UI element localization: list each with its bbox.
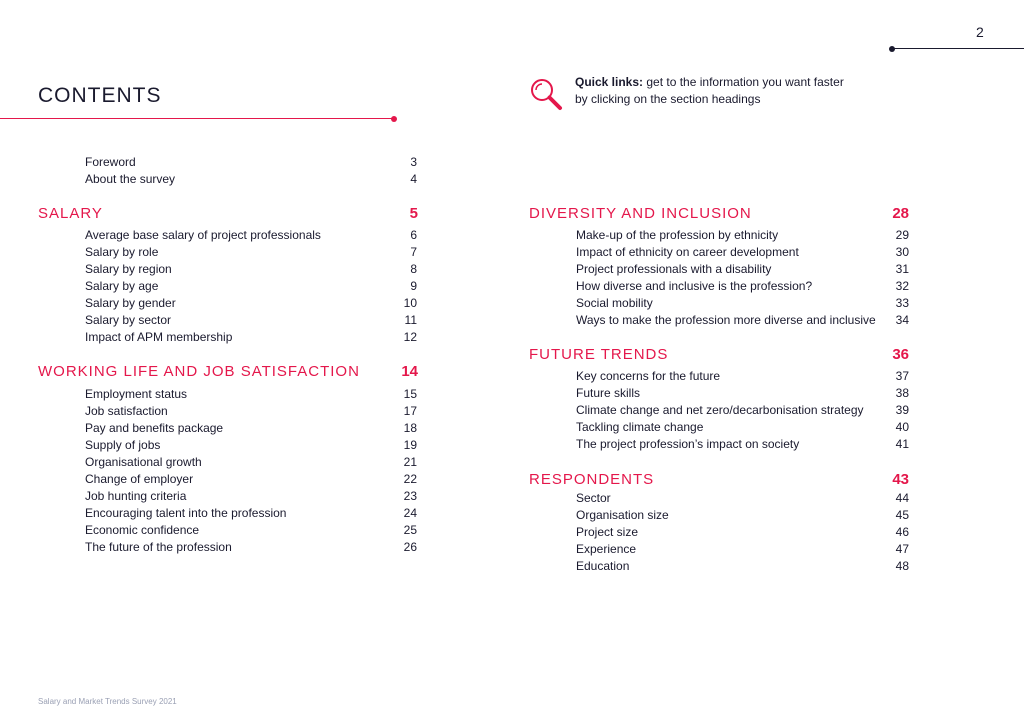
toc-page: 39 (895, 403, 909, 417)
toc-page: 24 (403, 506, 417, 520)
toc-label: Make-up of the profession by ethnicity (576, 228, 779, 242)
toc-page: 9 (410, 279, 417, 293)
toc-page: 11 (404, 313, 417, 327)
toc-label: Social mobility (576, 296, 653, 310)
toc-label: How diverse and inclusive is the profession? (576, 279, 813, 293)
toc-link[interactable] (576, 312, 909, 329)
toc-label: Ways to make the profession more diverse and inclusive (576, 313, 876, 327)
toc-link[interactable] (576, 295, 909, 312)
toc-page: 21 (403, 455, 417, 469)
toc-link[interactable] (576, 436, 909, 453)
toc-link[interactable] (85, 312, 417, 329)
toc-page: 30 (895, 245, 909, 259)
section-heading-respondents[interactable] (529, 470, 909, 490)
toc-label: Education (576, 559, 630, 573)
toc-link[interactable] (576, 507, 909, 524)
quick-links-description: get to the information you want faster by clicking on the section headings (575, 75, 844, 106)
toc-link[interactable] (85, 471, 417, 488)
toc-page: 34 (895, 313, 909, 327)
toc-label: Experience (576, 542, 637, 556)
toc-link[interactable] (85, 403, 417, 420)
toc-page: 29 (895, 228, 909, 242)
toc-page: 26 (403, 540, 417, 554)
top-rule (892, 48, 1024, 49)
toc-link[interactable] (576, 244, 909, 261)
toc-link[interactable] (85, 329, 417, 346)
toc-label: Encouraging talent into the profession (85, 506, 287, 520)
toc-page: 44 (895, 491, 909, 505)
toc-link-about-the-survey[interactable] (85, 171, 417, 188)
section-page: 28 (892, 205, 909, 222)
toc-link[interactable] (85, 488, 417, 505)
toc-page: 22 (403, 472, 417, 486)
toc-label: Project size (576, 525, 639, 539)
section-title: WORKING LIFE AND JOB SATISFACTION (38, 363, 360, 380)
toc-link[interactable] (85, 227, 417, 244)
toc-link[interactable] (576, 278, 909, 295)
quick-links-text (575, 74, 855, 108)
quick-links-callout (528, 72, 848, 116)
section-title: FUTURE TRENDS (529, 346, 669, 363)
toc-page: 32 (895, 279, 909, 293)
toc-label: The future of the profession (85, 540, 232, 554)
toc-label: The project profession’s impact on society (576, 437, 800, 451)
toc-link[interactable] (576, 402, 909, 419)
toc-label: Average base salary of project professionals (85, 228, 321, 242)
toc-link[interactable] (85, 278, 417, 295)
toc-label: Pay and benefits package (85, 421, 224, 435)
page-title: CONTENTS (38, 84, 162, 107)
section-page: 43 (892, 471, 909, 488)
toc-label: Change of employer (85, 472, 194, 486)
toc-link[interactable] (576, 558, 909, 575)
toc-label: Salary by role (85, 245, 159, 259)
toc-label: Employment status (85, 387, 188, 401)
toc-page: 23 (403, 489, 417, 503)
toc-page: 6 (410, 228, 417, 242)
toc-page: 17 (403, 404, 417, 418)
toc-page: 31 (895, 262, 909, 276)
toc-label: Job satisfaction (85, 404, 168, 418)
toc-label: Project professionals with a disability (576, 262, 772, 276)
toc-page: 18 (403, 421, 417, 435)
toc-link[interactable] (576, 385, 909, 402)
footer-text: Salary and Market Trends Survey 2021 (38, 697, 177, 706)
toc-page: 10 (403, 296, 417, 310)
toc-label: Salary by region (85, 262, 172, 276)
toc-link[interactable] (576, 261, 909, 278)
toc-page: 7 (410, 245, 417, 259)
toc-link[interactable] (85, 386, 417, 403)
toc-label: Supply of jobs (85, 438, 161, 452)
toc-link[interactable] (85, 522, 417, 539)
section-title: DIVERSITY AND INCLUSION (529, 205, 752, 222)
toc-label: Salary by sector (85, 313, 172, 327)
toc-label: Salary by gender (85, 296, 176, 310)
toc-link[interactable] (85, 295, 417, 312)
toc-label: Sector (576, 491, 611, 505)
toc-page: 19 (403, 438, 417, 452)
toc-link[interactable] (85, 261, 417, 278)
section-page: 36 (892, 346, 909, 363)
toc-page: 45 (895, 508, 909, 522)
toc-page: 46 (895, 525, 909, 539)
toc-label: Organisational growth (85, 455, 202, 469)
toc-link[interactable] (576, 368, 909, 385)
toc-label: Salary by age (85, 279, 159, 293)
section-page: 14 (401, 363, 418, 380)
section-page: 5 (409, 205, 418, 222)
section-title: RESPONDENTS (529, 471, 655, 488)
toc-label: Future skills (576, 386, 641, 400)
toc-link[interactable] (576, 524, 909, 541)
toc-link[interactable] (576, 419, 909, 436)
toc-link[interactable] (85, 244, 417, 261)
toc-page: 12 (403, 330, 417, 344)
toc-page: 25 (403, 523, 417, 537)
toc-label: About the survey (85, 172, 176, 186)
toc-link[interactable] (576, 227, 909, 244)
toc-page: 37 (895, 369, 909, 383)
toc-link[interactable] (576, 541, 909, 558)
toc-page: 41 (895, 437, 909, 451)
toc-page: 47 (895, 542, 909, 556)
toc-page: 15 (403, 387, 417, 401)
toc-label: Climate change and net zero/decarbonisation strategy (576, 403, 864, 417)
toc-label: Organisation size (576, 508, 669, 522)
page-number: 2 (976, 24, 984, 40)
section-heading-salary[interactable] (38, 204, 418, 224)
toc-page: 40 (895, 420, 909, 434)
toc-page: 38 (895, 386, 909, 400)
magnifier-icon (528, 76, 564, 112)
section-heading-working-life[interactable] (38, 362, 418, 382)
toc-page: 48 (895, 559, 909, 573)
toc-page: 8 (410, 262, 417, 276)
toc-link[interactable] (85, 539, 417, 556)
toc-label: Impact of ethnicity on career development (576, 245, 799, 259)
toc-page: 33 (895, 296, 909, 310)
toc-link[interactable] (85, 454, 417, 471)
title-divider (0, 118, 394, 119)
toc-label: Foreword (85, 155, 136, 169)
toc-link[interactable] (85, 505, 417, 522)
toc-link[interactable] (85, 437, 417, 454)
toc-label: Economic confidence (85, 523, 200, 537)
toc-link[interactable] (85, 420, 417, 437)
quick-links-bold: Quick links: (575, 75, 644, 89)
section-heading-future-trends[interactable] (529, 345, 909, 365)
section-heading-diversity[interactable] (529, 204, 909, 224)
toc-label: Tackling climate change (576, 420, 704, 434)
section-title: SALARY (38, 205, 103, 222)
toc-label: Impact of APM membership (85, 330, 233, 344)
toc-page: 4 (410, 172, 417, 186)
toc-label: Key concerns for the future (576, 369, 721, 383)
toc-link[interactable] (576, 490, 909, 507)
toc-link-foreword[interactable] (85, 154, 417, 171)
toc-page: 3 (410, 155, 417, 169)
toc-label: Job hunting criteria (85, 489, 187, 503)
